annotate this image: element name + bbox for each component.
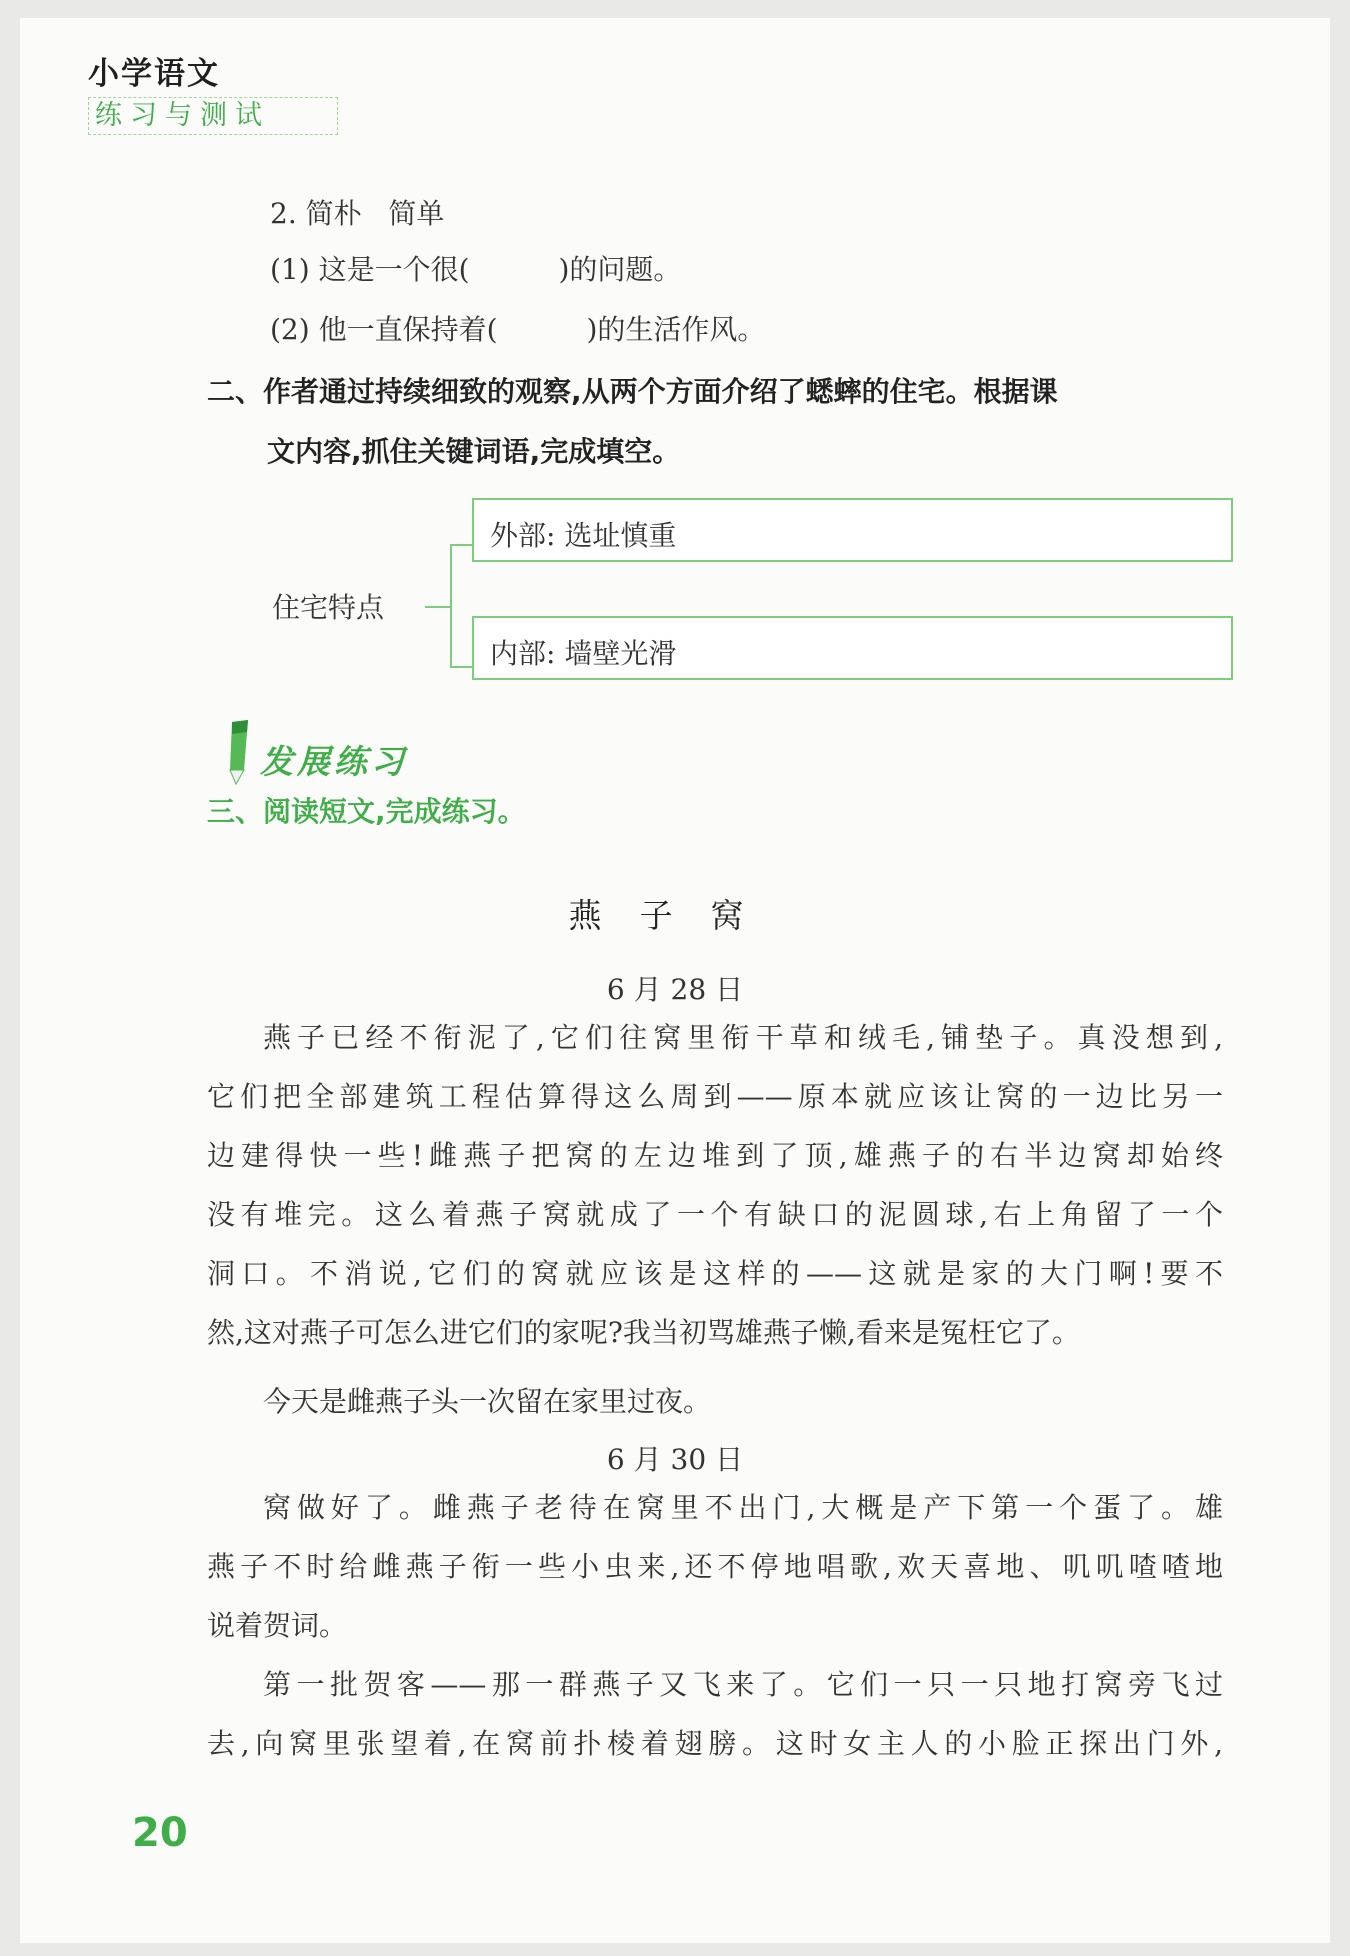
fill-blank-sentence-1: (1) 这是一个很( )的问题。: [270, 253, 682, 286]
story-paragraph-3: [207, 1478, 1223, 1655]
story-paragraph-2: 今天是雌燕子头一次留在家里过夜。: [263, 1385, 712, 1418]
diagram-box-interior[interactable]: [472, 616, 1233, 680]
story-title: 燕子窝: [568, 896, 782, 935]
page-number: 20: [132, 1810, 188, 1856]
paragraph-line: 窝做好了。雌燕子老待在窝里不出门,大概是产下第一个蛋了。雄: [263, 1491, 1223, 1524]
paragraph-line: 说着贺词。: [207, 1609, 348, 1642]
pencil-icon: [222, 718, 252, 788]
paragraph-line: 去,向窝里张望着,在窝前扑棱着翅膀。这时女主人的小脸正探出门外,: [207, 1727, 1223, 1760]
diagram-box-exterior-text: 外部: 选址慎重: [490, 519, 677, 552]
story-date-1: 6 月 28 日: [606, 973, 744, 1006]
paragraph-line: 燕子已经不衔泥了,它们往窝里衔干草和绒毛,铺垫子。真没想到,: [263, 1021, 1223, 1054]
paragraph-line: 洞口。不消说,它们的窝就应该是这样的——这就是家的大门啊!要不: [207, 1257, 1223, 1290]
question-3-heading: 三、阅读短文,完成练习。: [207, 795, 526, 828]
book-brand: [88, 48, 338, 135]
story-date-2: 6 月 30 日: [606, 1443, 744, 1476]
story-paragraph-4: [207, 1655, 1223, 1773]
question-2-line-1: 二、作者通过持续细致的观察,从两个方面介绍了蟋蟀的住宅。根据课: [207, 375, 1058, 408]
story-paragraph-1: [207, 1008, 1223, 1362]
book-title: 小学语文: [88, 56, 220, 92]
diagram-box-exterior[interactable]: [472, 498, 1233, 562]
paragraph-line: 然,这对燕子可怎么进它们的家呢?我当初骂雄燕子懒,看来是冤枉它了。: [207, 1316, 1080, 1349]
book-subtitle-box: [88, 97, 338, 135]
section-label-development: 发展练习: [260, 742, 408, 781]
question-2-line-2: 文内容,抓住关键词语,完成填空。: [267, 435, 681, 468]
diagram-box-interior-text: 内部: 墙壁光滑: [490, 637, 677, 670]
paragraph-line: 没有堆完。这么着燕子窝就成了一个有缺口的泥圆球,右上角留了一个: [207, 1198, 1223, 1231]
diagram-bracket: [450, 544, 474, 668]
paragraph-line: 边建得快一些!雌燕子把窝的左边堆到了顶,雄燕子的右半边窝却始终: [207, 1139, 1223, 1172]
diagram-connector: [425, 606, 450, 608]
paragraph-line: 燕子不时给雌燕子衔一些小虫来,还不停地唱歌,欢天喜地、叽叽喳喳地: [207, 1550, 1223, 1583]
paragraph-line: 第一批贺客——那一群燕子又飞来了。它们一只一只地打窝旁飞过: [263, 1668, 1223, 1701]
paragraph-line: 它们把全部建筑工程估算得这么周到——原本就应该让窝的一边比另一: [207, 1080, 1223, 1113]
diagram-center-label: 住宅特点: [272, 591, 385, 624]
textbook-page: [20, 18, 1330, 1943]
fill-blank-sentence-2: (2) 他一直保持着( )的生活作风。: [270, 313, 766, 346]
exercise-item-title: 2. 简朴 简单: [270, 197, 445, 230]
book-subtitle: 练习与测试: [95, 100, 270, 131]
